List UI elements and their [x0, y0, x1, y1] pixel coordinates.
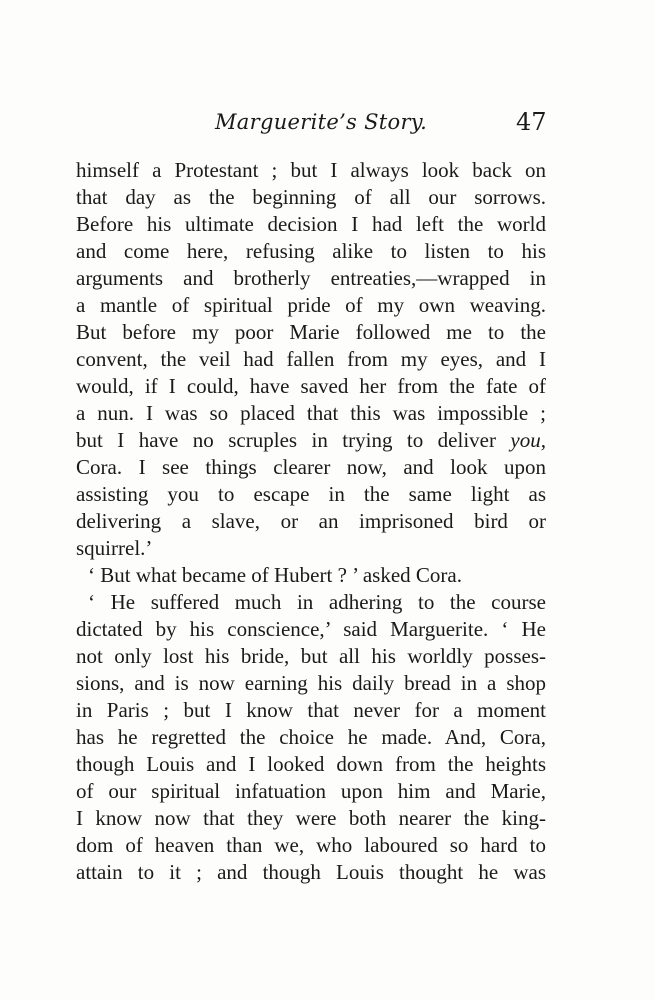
text-line: I know now that they were both nearer the king- — [76, 806, 546, 830]
text-line: assisting you to escape in the same light as — [76, 482, 546, 506]
text-line: of our spiritual infatuation upon him and Marie, — [76, 779, 546, 803]
text-line: a mantle of spiritual pride of my own weaving. — [76, 293, 546, 317]
text-line: But before my poor Marie followed me to the — [76, 320, 546, 344]
text-line: delivering a slave, or an imprisoned bird or — [76, 509, 546, 533]
text-line: convent, the veil had fallen from my eyes, and I — [76, 347, 546, 371]
text-line: has he regretted the choice he made. And, Cora, — [76, 725, 546, 749]
text-line: dom of heaven than we, who laboured so hard to — [76, 833, 546, 857]
text-line: arguments and brotherly entreaties,—wrapped in — [76, 266, 546, 290]
text-line: ‘ But what became of Hubert ? ’ asked Cora. — [88, 563, 462, 587]
text-line: dictated by his conscience,’ said Marguerite. ‘ He — [76, 617, 546, 641]
text-line: though Louis and I looked down from the heights — [76, 752, 546, 776]
emphasis: you, — [510, 428, 546, 452]
text-line: that day as the beginning of all our sorrows. — [76, 185, 546, 209]
text-line: in Paris ; but I know that never for a moment — [76, 698, 546, 722]
text-line: sions, and is now earning his daily bread in a shop — [76, 671, 546, 695]
text-line: Before his ultimate decision I had left the world — [76, 212, 546, 236]
text-line: not only lost his bride, but all his worldly posses- — [76, 644, 546, 668]
text-line: attain to it ; and though Louis thought he was — [76, 860, 546, 884]
running-head — [0, 108, 655, 140]
text-line: ‘ He suffered much in adhering to the course — [88, 590, 546, 614]
text-line: would, if I could, have saved her from the fate of — [76, 374, 546, 398]
running-title: Marguerite’s Story. — [215, 110, 428, 134]
body-text — [76, 157, 546, 886]
text-line: squirrel.’ — [76, 536, 153, 560]
text-line: himself a Protestant ; but I always look back on — [76, 158, 546, 182]
text-line: a nun. I was so placed that this was impossible ; — [76, 401, 546, 425]
text-line: and come here, refusing alike to listen to his — [76, 239, 546, 263]
text-line: but I have no scruples in trying to deliver you, — [76, 428, 546, 452]
text-line: Cora. I see things clearer now, and look upon — [76, 455, 546, 479]
page-number: 47 — [516, 108, 547, 136]
